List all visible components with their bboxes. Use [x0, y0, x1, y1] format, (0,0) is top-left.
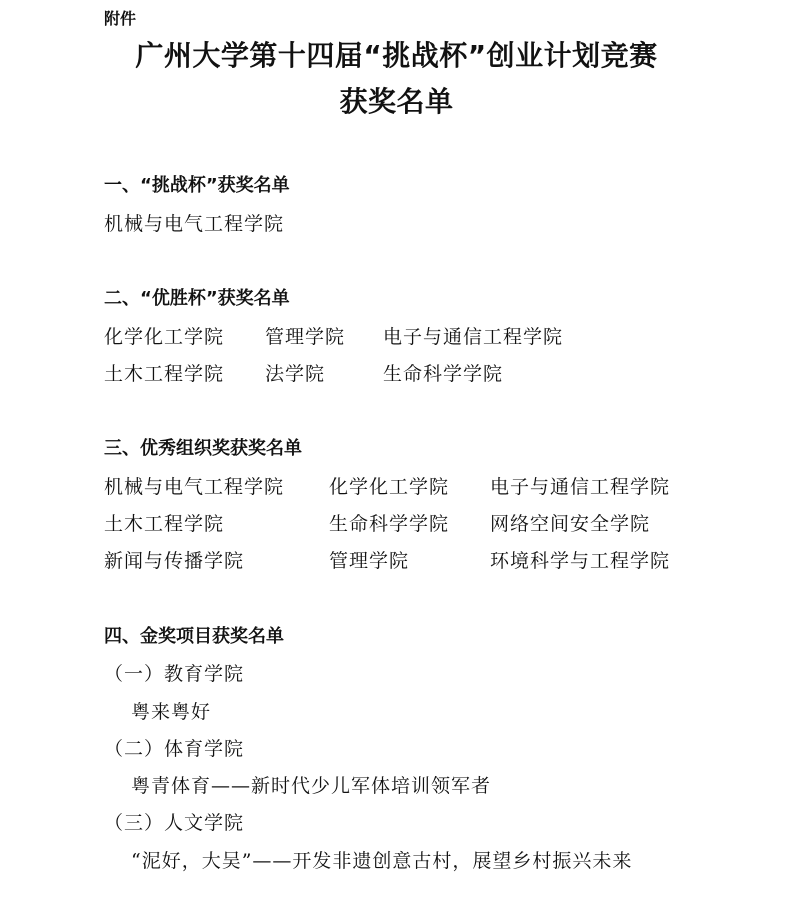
attachment-label: 附件 — [104, 9, 137, 28]
list-item: 生命科学学院 — [383, 363, 504, 385]
list-item: 化学化工学院 — [329, 476, 450, 498]
document-title: 广州大学第十四届“挑战杯”创业计划竞赛 — [135, 39, 658, 72]
list-item: 机械与电气工程学院 — [104, 476, 285, 498]
group-label: （二）体育学院 — [104, 738, 245, 760]
list-item: 化学化工学院 — [104, 326, 225, 348]
list-item: 环境科学与工程学院 — [490, 550, 671, 572]
list-item: 网络空间安全学院 — [490, 513, 651, 535]
list-item: 电子与通信工程学院 — [490, 476, 671, 498]
list-item: 土木工程学院 — [104, 513, 225, 535]
section-heading-organization-award: 三、优秀组织奖获奖名单 — [104, 438, 302, 459]
document-subtitle: 获奖名单 — [339, 85, 454, 118]
list-item: 管理学院 — [329, 550, 410, 572]
project-name: 粤青体育——新时代少儿军体培训领军者 — [131, 775, 492, 797]
list-item: 电子与通信工程学院 — [383, 326, 564, 348]
section-heading-gold-award: 四、金奖项目获奖名单 — [104, 626, 284, 647]
group-label: （一）教育学院 — [104, 663, 245, 685]
project-name: 粤来粤好 — [131, 701, 212, 723]
list-item: 管理学院 — [265, 326, 346, 348]
project-name: “泥好，大吴”——开发非遗创意古村，展望乡村振兴未来 — [131, 850, 633, 872]
list-item: 法学院 — [265, 363, 326, 385]
list-item: 机械与电气工程学院 — [104, 213, 285, 235]
section-heading-challenge-cup: 一、“挑战杯”获奖名单 — [104, 175, 290, 196]
section-heading-excellence-cup: 二、“优胜杯”获奖名单 — [104, 288, 290, 309]
list-item: 生命科学学院 — [329, 513, 450, 535]
list-item: 新闻与传播学院 — [104, 550, 245, 572]
group-label: （三）人文学院 — [104, 812, 245, 834]
list-item: 土木工程学院 — [104, 363, 225, 385]
